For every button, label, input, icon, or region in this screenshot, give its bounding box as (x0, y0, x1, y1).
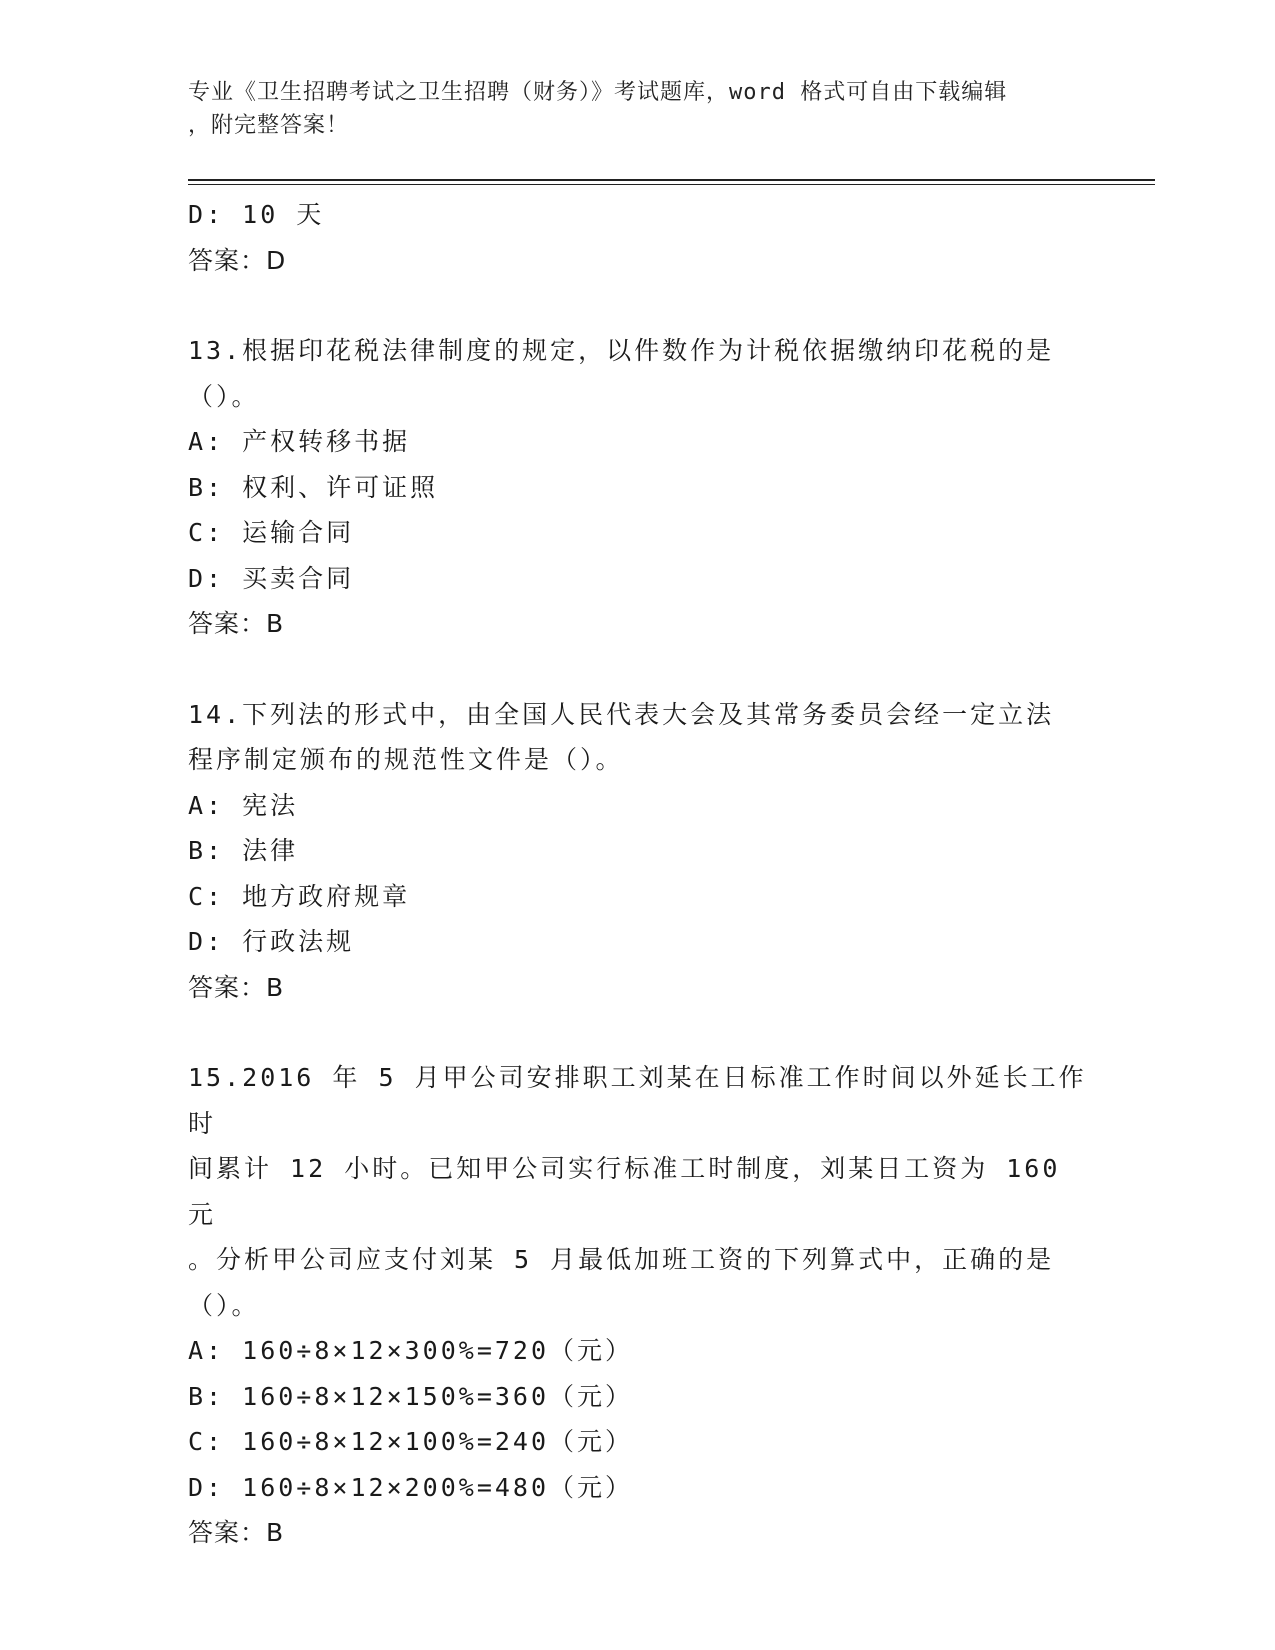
document-header (188, 76, 1068, 142)
option-b: B: 法律 (188, 836, 299, 865)
question-15 (188, 1055, 1088, 1556)
question-stem (188, 1055, 1088, 1328)
question-stem (188, 692, 1088, 783)
option-a: A: 产权转移书据 (188, 427, 411, 456)
answer-line: 答案：D (188, 245, 287, 275)
header-rule-thin (188, 184, 1155, 185)
question-13 (188, 328, 1088, 647)
option-c: C: 160÷8×12×100%=240（元） (188, 1427, 634, 1456)
question-stem (188, 328, 1088, 419)
stem-line: （）。 (188, 381, 260, 411)
stem-line: 间累计 12 小时。已知甲公司实行标准工时制度，刘某日工资为 160 元 (188, 1154, 1079, 1229)
stem-line: 13.根据印花税法律制度的规定，以件数作为计税依据缴纳印花税的是 (188, 336, 1055, 365)
stem-line: 15.2016 年 5 月甲公司安排职工刘某在日标准工作时间以外延长工作时 (188, 1063, 1087, 1138)
option-d: D: 行政法规 (188, 927, 355, 956)
option-d: D: 160÷8×12×200%=480（元） (188, 1472, 634, 1502)
header-line-2: ，附完整答案！ (188, 113, 350, 138)
previous-question-tail (188, 192, 1088, 283)
stem-line: 14.下列法的形式中，由全国人民代表大会及其常务委员会经一定立法 (188, 699, 1055, 729)
stem-line: 程序制定颁布的规范性文件是（）。 (188, 745, 624, 774)
answer-line: 答案：B (188, 1518, 285, 1547)
option-c: C: 运输合同 (188, 518, 355, 547)
option-d: D: 买卖合同 (188, 563, 355, 593)
option-d: D: 10 天 (188, 200, 325, 229)
header-line-1: 专业《卫生招聘考试之卫生招聘（财务）》考试题库，word 格式可自由下载编辑 (188, 80, 1008, 105)
option-b: B: 160÷8×12×150%=360（元） (188, 1381, 634, 1411)
header-rule-thick (188, 179, 1155, 181)
option-a: A: 160÷8×12×300%=720（元） (188, 1336, 634, 1365)
answer-line: 答案：B (188, 609, 285, 638)
option-c: C: 地方政府规章 (188, 881, 411, 911)
option-a: A: 宪法 (188, 790, 299, 820)
stem-line: （）。 (188, 1290, 260, 1320)
stem-line: 。分析甲公司应支付刘某 5 月最低加班工资的下列算式中，正确的是 (188, 1245, 1055, 1274)
answer-line: 答案：B (188, 972, 285, 1002)
document-body (188, 192, 1088, 1556)
question-14 (188, 692, 1088, 1011)
option-b: B: 权利、许可证照 (188, 472, 439, 502)
